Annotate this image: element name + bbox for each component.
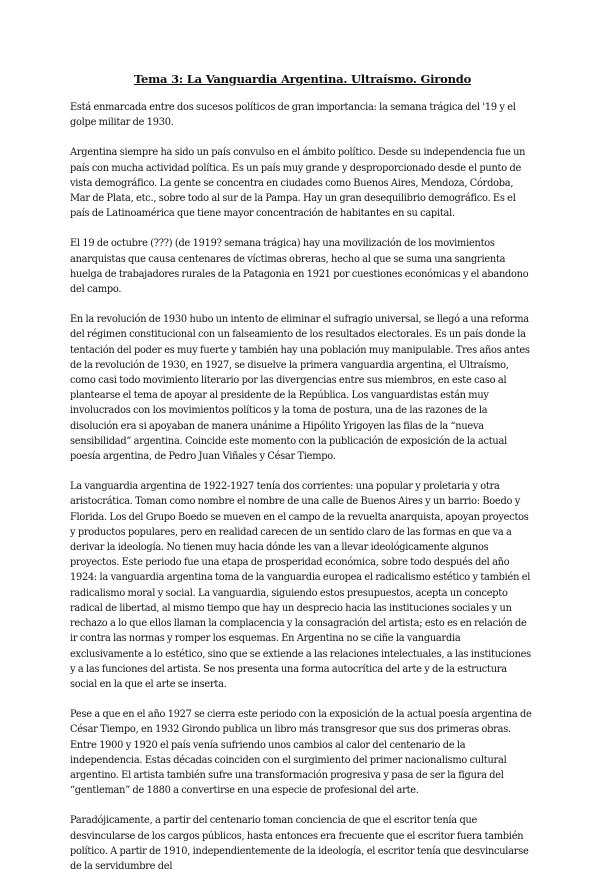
paragraph: Argentina siempre ha sido un país convulso en el ámbito político. Desde su independencia fue un país con mucha actividad política. Es un país muy grande y desproporcionado desde el punto de vista demográfico. La gente se concentra en ciudades como Buenos Aires, Mendoza, Córdoba, Mar de Plata, etc., sobre todo al sur de la Pampa. Hay un gran desequilibrio demográfico. Es el país de Latinoamérica que tiene mayor concentración de habitantes en su capital. <box>70 147 526 220</box>
paragraph: En la revolución de 1930 hubo un intento de eliminar el sufragio universal, se llegó a una reforma del régimen constitucional con un falseamiento de los resultados electorales. Es un país donde la tentación del poder es muy fuerte y también hay una población muy manipulable. Tres años antes de la revolución de 1930, en 1927, se disuelve la primera vanguardia argentina, el Ultraísmo, como casi todo movimiento literario por las divergencias entre sus miembros, en este caso al plantearse el tema de apoyar al presidente de la República. Los vanguardistas están muy involucrados con los movimientos políticos y la toma de postura, una de las razones de la disolución era si apoyaban de manera unánime a Hipólito Yrigoyen las filas de la “nueva sensibilidad” argentina. Coincide este momento con la publicación de exposición de la actual poesía argentina, de Pedro Juan Viñales y César Tiempo. <box>70 314 530 463</box>
document-title: Tema 3: La Vanguardia Argentina. Ultraísmo. Girondo <box>133 72 472 86</box>
paragraph: La vanguardia argentina de 1922-1927 tenía dos corrientes: una popular y proletaria y otra aristocrática. Toman como nombre el nombre de una calle de Buenos Aires y un barrio: Boedo y Florida. Los del Grupo Boedo se mueven en el campo de la revuelta anarquista, apoyan proyectos y productos populares, pero en realidad carecen de un sentido claro de las formas en que va a derivar la ideología. No tienen muy hacia dónde les van a llevar ideológicamente algunos proyectos. Este periodo fue una etapa de prosperidad económica, sobre todo después del año 1924: la vanguardia argentina toma de la vanguardia europea el radicalismo estético y también el radicalismo moral y social. La vanguardia, siguiendo estos presupuestos, acepta un concepto radical de libertad, al mismo tiempo que hay un desprecio hacia las instituciones sociales y un rechazo a lo que ellos llaman la complacencia y la consagración del artista; esto es en relación de ir contra las normas y romper los esquemas. En Argentina no se ciñe la vanguardia exclusivamente a lo estético, sino que se extiende a las relaciones intelectuales, a las instituciones y a las funciones del artista. Se nos presenta una forma autocrítica del arte y de la estructura social en la que el arte se inserta. <box>70 481 531 690</box>
paragraph: Está enmarcada entre dos sucesos políticos de gran importancia: la semana trágica del '19 y el golpe militar de 1930. <box>70 102 516 129</box>
paragraph: El 19 de octubre (???) (de 1919? semana trágica) hay una movilización de los movimientos anarquistas que causa centenares de víctimas obreras, hecho al que se suma una sangrienta huelga de trabajadores rurales de la Patagonia en 1921 por cuestiones económicas y el abandono del campo. <box>70 238 529 296</box>
paragraph: Paradójicamente, a partir del centenario toman conciencia de que el escritor tenía que desvincularse de los cargos públicos, hasta entonces era frecuente que el escritor fuera también político. A partir de 1910, independientemente de la ideología, el escritor tenía que desvincularse de la servidumbre del <box>70 815 529 872</box>
document-page <box>70 64 535 872</box>
paragraph: Pese a que en el año 1927 se cierra este periodo con la exposición de la actual poesía argentina de César Tiempo, en 1932 Girondo publica un libro más transgresor que sus dos primeras obras. Entre 1900 y 1920 el país venía sufriendo unos cambios al calor del centenario de la independencia. Estas décadas coinciden con el surgimiento del primer nacionalismo cultural argentino. El artista también sufre una transformación progresiva y pasa de ser la figura del “gentleman” de 1880 a convertirse en una especie de profesional del arte. <box>70 709 532 797</box>
